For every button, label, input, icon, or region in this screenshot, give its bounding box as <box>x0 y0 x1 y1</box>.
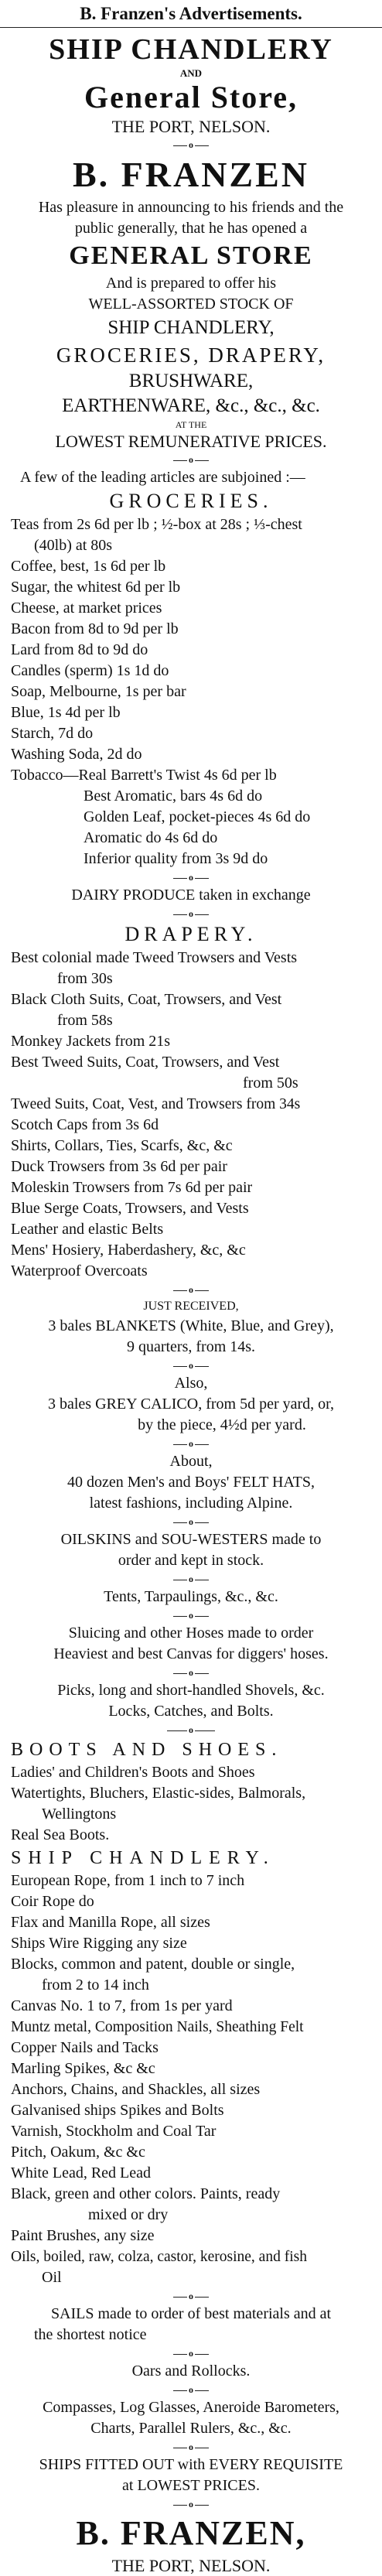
sails-line-1: SAILS made to order of best materials and at <box>50 2305 332 2322</box>
blankets-line-1: 3 bales BLANKETS (White, Blue, and Grey), <box>48 1317 334 1334</box>
sails-line-2: the shortest notice <box>34 2326 147 2343</box>
list-item: Starch, 7d do <box>11 725 94 742</box>
ornament-divider: o <box>11 1437 371 1450</box>
hoses-line-2: Heaviest and best Canvas for diggers' hoses. <box>53 1645 329 1662</box>
prepared-earthenware: EARTHENWARE, &c., &c., &c. <box>62 395 320 416</box>
list-item: Blue Serge Coats, Trowsers, and Vests <box>11 1200 249 1217</box>
tents-line: Tents, Tarpaulings, &c., &c. <box>104 1588 278 1605</box>
list-item: mixed or dry <box>88 2206 169 2223</box>
fitted-line-1: SHIPS FITTED OUT with EVERY REQUISITE <box>39 2456 343 2473</box>
list-item: Flax and Manilla Rope, all sizes <box>11 1914 210 1931</box>
ornament-divider: o <box>11 2498 371 2510</box>
few-articles-line: A few of the leading articles are subjoined :— <box>20 469 305 486</box>
prepared-line-1: And is prepared to offer his <box>105 275 277 292</box>
calico-line-1: 3 bales GREY CALICO, from 5d per yard, or, <box>47 1396 335 1413</box>
hats-line-2: latest fashions, including Alpine. <box>89 1495 293 1512</box>
ship-chandlery-heading: SHIP CHANDLERY. <box>11 1848 275 1868</box>
list-item: from 30s <box>57 970 113 987</box>
drapery-list <box>11 948 371 1282</box>
list-item: Best Tweed Suits, Coat, Trowsers, and Vest <box>11 1054 280 1071</box>
list-item: Ships Wire Rigging any size <box>11 1935 187 1952</box>
list-item: Black, green and other colors. Paints, ready <box>11 2185 281 2202</box>
list-item: Washing Soda, 2d do <box>11 746 142 763</box>
general-store-heading: GENERAL STORE <box>69 241 313 270</box>
list-item: Scotch Caps from 3s 6d <box>11 1116 159 1133</box>
list-item: Galvanised ships Spikes and Bolts <box>11 2102 224 2119</box>
ornament-divider: o <box>11 138 371 151</box>
ornament-divider: o <box>11 1359 371 1372</box>
ornament-divider: o <box>11 2383 371 2396</box>
list-item: Candles (sperm) 1s 1d do <box>11 662 169 679</box>
list-item: Bacon from 8d to 9d per lb <box>11 620 179 637</box>
list-item: Best colonial made Tweed Trowsers and Vests <box>11 949 298 966</box>
list-item: Tobacco—Real Barrett's Twist 4s 6d per lb <box>11 767 277 784</box>
list-item: Soap, Melbourne, 1s per bar <box>11 683 186 700</box>
ornament-divider: o <box>11 1724 371 1736</box>
list-item: Teas from 2s 6d per lb ; ½-box at 28s ; ⅓-chest <box>11 516 302 533</box>
picks-line-1: Picks, long and short-handled Shovels, &c. <box>57 1682 325 1699</box>
list-item: Monkey Jackets from 21s <box>11 1033 171 1050</box>
list-item: Varnish, Stockholm and Coal Tar <box>11 2123 217 2140</box>
page-header: B. Franzen's Advertisements. <box>80 4 302 23</box>
footer-port: THE PORT, NELSON. <box>111 2556 271 2575</box>
hats-line-1: 40 dozen Men's and Boys' FELT HATS, <box>67 1474 315 1491</box>
list-item: White Lead, Red Lead <box>11 2164 152 2181</box>
list-item: Ladies' and Children's Boots and Shoes <box>11 1764 255 1781</box>
list-item: Lard from 8d to 9d do <box>11 641 148 658</box>
boots-heading: BOOTS AND SHOES. <box>11 1740 283 1760</box>
hoses-line-1: Sluicing and other Hoses made to order <box>68 1625 314 1642</box>
oilskins-line-1: OILSKINS and SOU-WESTERS made to <box>60 1531 322 1548</box>
oilskins-line-2: order and kept in stock. <box>118 1552 264 1569</box>
prepared-groceries: GROCERIES, DRAPERY, <box>56 343 326 367</box>
title-ship-chandlery: SHIP CHANDLERY <box>49 33 333 66</box>
list-item: Real Sea Boots. <box>11 1826 110 1843</box>
prepared-line-2: WELL-ASSORTED STOCK OF <box>88 296 294 313</box>
groceries-heading: GROCERIES. <box>109 490 273 512</box>
fitted-line-2: at LOWEST PRICES. <box>122 2477 260 2494</box>
prepared-brushware: BRUSHWARE, <box>128 371 254 391</box>
ornament-divider: o <box>11 1573 371 1585</box>
ornament-divider: o <box>11 2441 371 2453</box>
list-item: Waterproof Overcoats <box>11 1262 148 1279</box>
list-item: from 58s <box>57 1012 113 1029</box>
list-item: Muntz metal, Composition Nails, Sheathing Felt <box>11 2019 304 2035</box>
ornament-divider: o <box>11 907 371 920</box>
list-item: Copper Nails and Tacks <box>11 2039 159 2056</box>
list-item: Oils, boiled, raw, colza, castor, kerosine, and fish <box>11 2249 307 2265</box>
list-item: Oil <box>42 2269 62 2286</box>
ornament-divider: o <box>11 1609 371 1621</box>
ornament-divider: o <box>11 2290 371 2302</box>
list-item: Aromatic do 4s 6d do <box>84 829 218 846</box>
intro-line-1: Has pleasure in announcing to his friends and the <box>38 199 344 216</box>
dairy-produce-line: DAIRY PRODUCE taken in exchange <box>71 887 311 904</box>
prepared-at-the: AT THE <box>175 419 207 430</box>
ornament-divider: o <box>11 453 371 466</box>
port-line: THE PORT, NELSON. <box>111 117 271 136</box>
list-item: Leather and elastic Belts <box>11 1221 164 1238</box>
list-item: from 2 to 14 inch <box>42 1976 149 1993</box>
compasses-line-1: Compasses, Log Glasses, Aneroide Barometers, <box>43 2399 339 2416</box>
list-item: Wellingtons <box>42 1806 117 1823</box>
drapery-heading: DRAPERY. <box>124 923 258 945</box>
list-item: Inferior quality from 3s 9d do <box>84 850 268 867</box>
list-item: Blocks, common and patent, double or single, <box>11 1956 295 1973</box>
just-received-label: JUST RECEIVED, <box>143 1300 239 1313</box>
ornament-divider: o <box>11 1666 371 1679</box>
about-label: About, <box>169 1453 213 1470</box>
list-item: Watertights, Bluchers, Elastic-sides, Balmorals, <box>11 1785 306 1802</box>
list-item: Cheese, at market prices <box>11 600 162 617</box>
list-item: Black Cloth Suits, Coat, Trowsers, and Vest <box>11 991 282 1008</box>
and-word: AND <box>179 67 203 79</box>
list-item: Sugar, the whitest 6d per lb <box>11 579 181 596</box>
picks-line-2: Locks, Catches, and Bolts. <box>108 1703 274 1720</box>
list-item: Blue, 1s 4d per lb <box>11 704 121 721</box>
list-item: (40lb) at 80s <box>34 537 113 554</box>
ship-chandlery-list <box>11 1871 371 2288</box>
list-item: Shirts, Collars, Ties, Scarfs, &c, &c <box>11 1137 233 1154</box>
list-item: Golden Leaf, pocket-pieces 4s 6d do <box>84 808 311 825</box>
groceries-list <box>11 514 371 869</box>
list-item: Moleskin Trowsers from 7s 6d per pair <box>11 1179 253 1196</box>
ornament-divider: o <box>11 2347 371 2359</box>
oars-line: Oars and Rollocks. <box>131 2362 251 2380</box>
ornament-divider: o <box>11 871 371 883</box>
list-item: Paint Brushes, any size <box>11 2227 155 2244</box>
list-item: Mens' Hosiery, Haberdashery, &c, &c <box>11 1242 246 1259</box>
list-item: Tweed Suits, Coat, Vest, and Trowsers from 34s <box>11 1096 301 1112</box>
footer-merchant-name: B. FRANZEN, <box>76 2514 306 2552</box>
list-item: Anchors, Chains, and Shackles, all sizes <box>11 2081 261 2098</box>
intro-line-2: public generally, that he has opened a <box>74 220 308 237</box>
title-general-store: General Store, <box>84 80 298 114</box>
list-item: European Rope, from 1 inch to 7 inch <box>11 1872 245 1889</box>
prepared-ship-chandlery: SHIP CHANDLERY, <box>107 317 275 338</box>
list-item: Coir Rope do <box>11 1893 94 1910</box>
ornament-divider: o <box>11 1515 371 1528</box>
blankets-line-2: 9 quarters, from 14s. <box>126 1338 256 1355</box>
list-item: Best Aromatic, bars 4s 6d do <box>84 787 263 805</box>
prepared-prices: LOWEST REMUNERATIVE PRICES. <box>55 432 327 451</box>
list-item: Marling Spikes, &c &c <box>11 2060 155 2077</box>
list-item: from 50s <box>243 1074 298 1092</box>
list-item: Duck Trowsers from 3s 6d per pair <box>11 1158 227 1175</box>
compasses-line-2: Charts, Parallel Rulers, &c., &c. <box>90 2420 292 2437</box>
list-item: Coffee, best, 1s 6d per lb <box>11 558 166 575</box>
list-item: Pitch, Oakum, &c &c <box>11 2144 145 2161</box>
ornament-divider: o <box>11 1283 371 1296</box>
list-item: Canvas No. 1 to 7, from 1s per yard <box>11 1997 233 2014</box>
boots-list <box>11 1762 371 1846</box>
also-label: Also, <box>174 1375 208 1392</box>
calico-line-2: by the piece, 4½d per yard. <box>138 1416 306 1433</box>
merchant-name: B. FRANZEN <box>72 155 310 194</box>
